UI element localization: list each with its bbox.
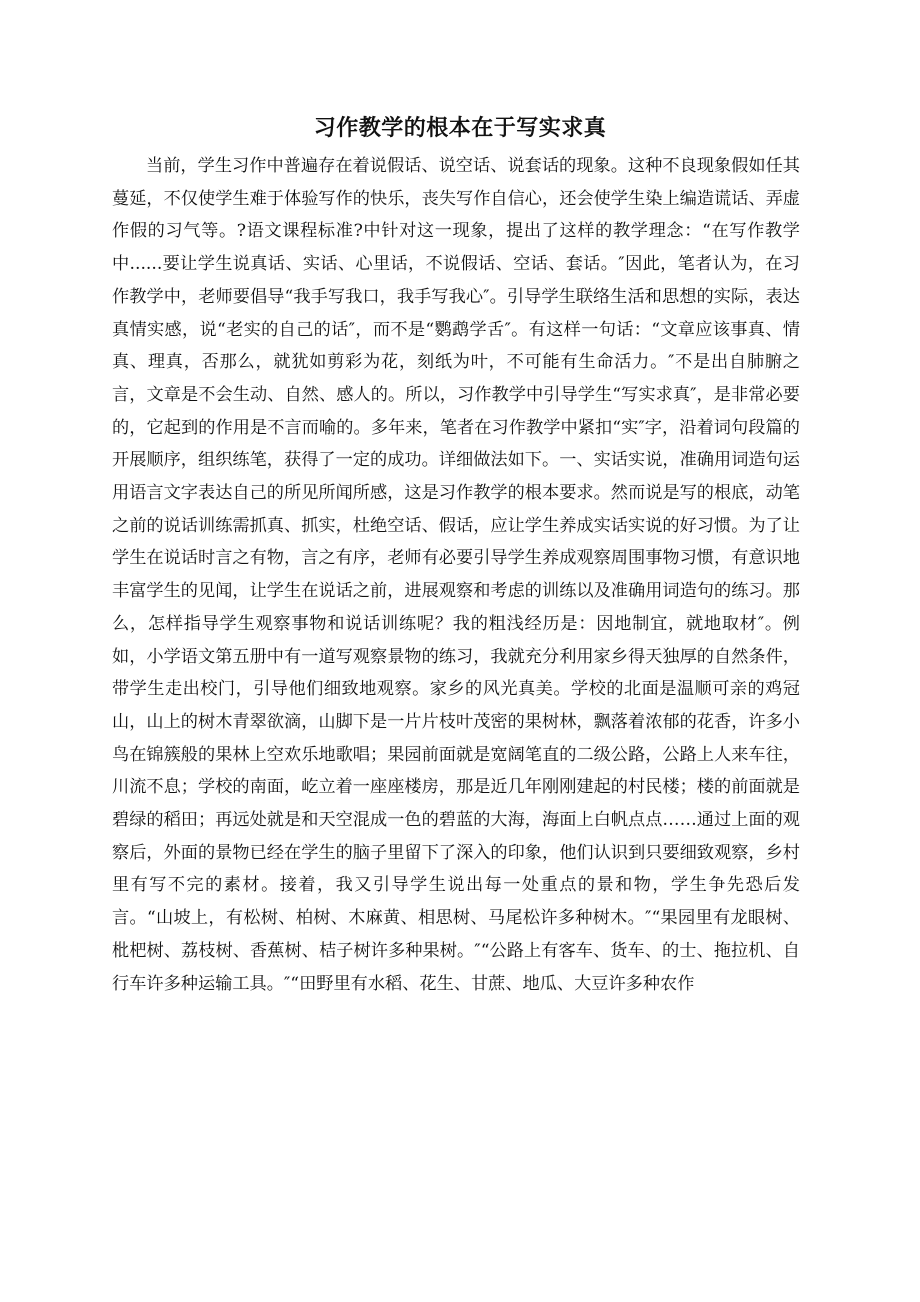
body-paragraph: 当前，学生习作中普遍存在着说假话、说空话、说套话的现象。这种不良现象假如任其蔓延，不仅使学生难于体验写作的快乐，丧失写作自信心，还会使学生染上编造谎话、弄虚作假的习气等。?语文课程标准?中针对这一现象，提出了这样的教学理念：“在写作教学中......要让学生说真话、实话、心里话，不说假话、空话、套话。″因此，笔者认为，在习作教学中，老师要倡导“我手写我口，我手写我心″。引导学生联络生活和思想的实际，表达真情实感，说“老实的自己的话″，而不是“鹦鹉学舌″。有这样一句话：“文章应该事真、情真、理真，否那么，就犹如剪彩为花，刻纸为叶，不可能有生命活力。″不是出自肺腑之言，文章是不会生动、自然、感人的。所以，习作教学中引导学生“写实求真″，是非常必要的，它起到的作用是不言而喻的。多年来，笔者在习作教学中紧扣“实″字，沿着词句段篇的开展顺序，组织练笔，获得了一定的成功。详细做法如下。一、实话实说，准确用词造句运用语言文字表达自己的所见所闻所感，这是习作教学的根本要求。然而说是写的根底，动笔之前的说话训练需抓真、抓实，杜绝空话、假话，应让学生养成实话实说的好习惯。为了让学生在说话时言之有物，言之有序，老师有必要引导学生养成观察周围事物习惯，有意识地丰富学生的见闻，让学生在说话之前，进展观察和考虑的训练以及准确用词造句的练习。那么，怎样指导学生观察事物和说话训练呢？我的粗浅经历是：因地制宜，就地取材″。例如，小学语文第五册中有一道写观察景物的练习，我就充分利用家乡得天独厚的自然条件，带学生走出校门，引导他们细致地观察。家乡的风光真美。学校的北面是温顺可亲的鸡冠山，山上的树木青翠欲滴，山脚下是一片片枝叶茂密的果树林，飘落着浓郁的花香，许多小鸟在锦簇般的果林上空欢乐地歌唱；果园前面就是宽阔笔直的二级公路，公路上人来车往，川流不息；学校的南面，屹立着一座座楼房，那是近几年刚刚建起的村民楼；楼的前面就是碧绿的稻田；再远处就是和天空混成一色的碧蓝的大海，海面上白帆点点……通过上面的观察后，外面的景物已经在学生的脑子里留下了深入的印象，他们认识到只要细致观察，乡村里有写不完的素材。接着，我又引导学生说出每一处重点的景和物，学生争先恐后发言。“山坡上，有松树、柏树、木麻黄、相思树、马尾松许多种树木。″“果园里有龙眼树、枇杷树、荔枝树、香蕉树、桔子树许多种果树。″“公路上有客车、货车、的士、拖拉机、自行车许多种运输工具。″“田野里有水稻、花生、甘蔗、地瓜、大豆许多种农作 bbox=[112, 156, 800, 994]
document-body bbox=[112, 150, 800, 1000]
document-title: 习作教学的根本在于写实求真 bbox=[313, 115, 607, 141]
